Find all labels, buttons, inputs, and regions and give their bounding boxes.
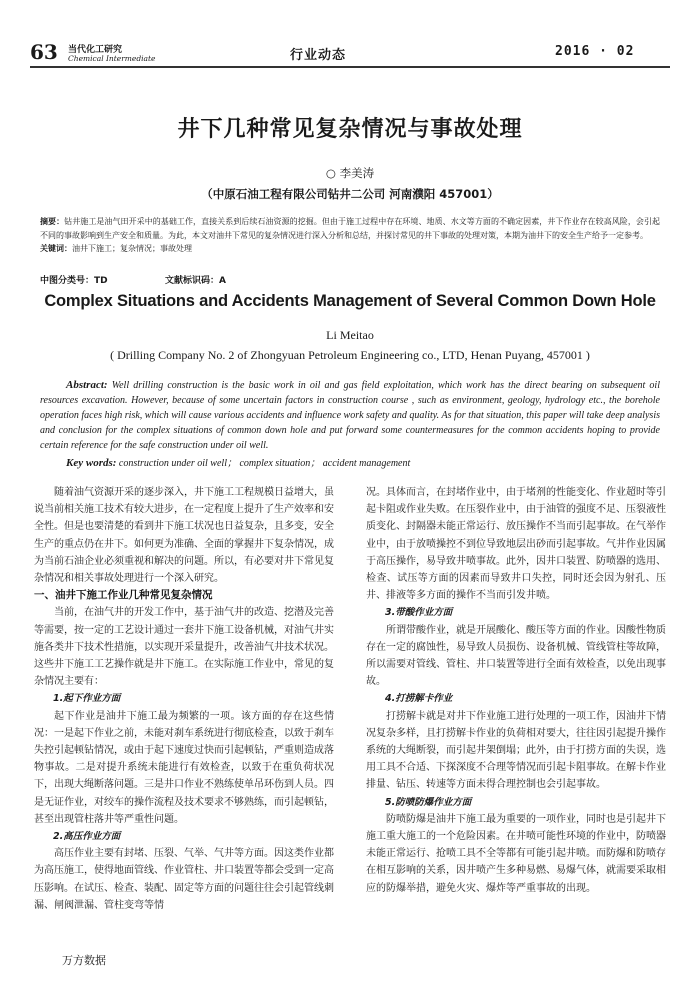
author: ○ 李美涛 — [325, 166, 375, 180]
clc-value: TD — [94, 276, 108, 286]
doc-code-value: A — [219, 276, 226, 286]
watermark: 万方数据 — [62, 954, 106, 967]
author-en: Li Meitao — [326, 328, 374, 342]
paragraph: 防喷防爆是油井下施工最为重要的一项作业，同时也是引起井下施工重大施工的一个危险因素。在井喷可能性环境的作业中，防喷器未能正常运行、抢喷工具不全等都有可能引起井喷。而防爆和防喷存在相互影响的关系，因井喷产生多种易燃、易爆气体，就需要采取相应的防爆举措，避免火灾、爆炸等严重事故的出现。 — [366, 813, 666, 894]
abstract-en — [40, 378, 660, 453]
paragraph: 起下作业是油井下施工最为频繁的一项。该方面的存在这些情况：一是起下作业之前，未能对刹车系统进行彻底检查，以致于刹车失控引起顿钻情况，或由于起下速度过快而引起顿钻，严重则造成落物事故。二是对提升系统未能进行有效检查，以致于在重负荷状况下，出现大绳断落问题。三是井口作业不熟练使单吊环伤到人员。四是无证作业，对绞车的操作流程及技术要求不够熟练，而引起顿钻，甚至出现管柱落井等严重性问题。 — [34, 710, 334, 825]
document-code — [165, 273, 226, 286]
keywords-en — [66, 454, 410, 469]
subsection-heading: 3.带酸作业方面 — [385, 607, 453, 619]
magazine-name: 当代化工研究 — [68, 45, 123, 55]
subsection-heading: 2.高压作业方面 — [53, 831, 121, 843]
abstract-en-text: Well drilling construction is the basic work in oil and gas field exploitation, which work has the direct bearing on subsequent oil resources excavation. However, because of some uncertain factors in construction course , such as environment, geology, hydrology etc., the borehole operation faces high risk, which will cause various accidents and influence work safety and quality. As for that situation, this paper will take deep analysis and conclusion for the complex situations of common down hole and put forward some countermeasures for the common accidents hoping to provide certain reference for the safe construction under oil well. — [40, 380, 660, 451]
subsection-heading: 5.防喷防爆作业方面 — [385, 796, 472, 808]
issue-date: 2016 · 02 — [555, 44, 635, 59]
abstract-zh-text: 钻井施工是油气田开采中的基础工作，直接关系到后续石油资源的挖掘。但由于施工过程中存在环境、地质、水文等方面的不确定因素，井下作业存在较高风险，会引起不同的事故影响到生产安全和质量。为此，本文对油井下常见的复杂情况进行深入分析和总结，并探讨常见的井下事故的处理对策，本期为油井下的安全生产给予一定参考。 — [40, 217, 661, 240]
clc-number — [40, 273, 108, 286]
article-title: 井下几种常见复杂情况与事故处理 — [177, 117, 523, 142]
clc-label: 中图分类号： — [40, 276, 95, 286]
affiliation: （中原石油工程有限公司钻井二公司 河南濮阳 457001） — [201, 187, 499, 201]
subsection-heading: 1.起下作业方面 — [53, 693, 121, 705]
doc-code-label: 文献标识码： — [165, 276, 220, 286]
paragraph: 况。具体而言，在封堵作业中，由于堵剂的性能变化、作业超时等引起卡阻或作业失败。在压裂作业中，由于油管的强度不足、压裂液性质变化、封隔器未能正常运行、放压操作不当而引起事故。在气举作业中，由于放喷操控不到位导致地层出砂而引起事故。气井作业因属于高压操作，易导致井喷事故。此外，因井口装置、防喷器的选用、检查、试压等方面的因素而导致井口失控，同时还会因为射孔、压井、排液等多方面的操作不当而引发井喷。 — [366, 487, 666, 602]
body-right-column — [366, 484, 666, 897]
abstract-en-label: Abstract: — [66, 379, 108, 391]
paragraph: 当前，在油气井的开发工作中，基于油气井的改造、挖潜及完善等需要，按一定的工艺设计通过一套井下施工设备机械，对油气井实施各类井下技术性措施，以实现开采量提升，改善油气井技术状况。这些井下施工工艺操作就是井下施工。在实际施工作业中，常见的复杂情况主要有： — [34, 607, 334, 688]
header-divider — [30, 66, 670, 68]
keywords-zh-text: 油井下施工；复杂情况；事故处理 — [72, 244, 192, 253]
subsection-heading: 4.打捞解卡作业 — [385, 693, 453, 705]
paragraph: 打捞解卡就是对井下作业施工进行处理的一项工作，因油井下情况复杂多样，且打捞解卡作业的负荷相对要大，往往因引起提升操作系统的大绳断裂，而引起井架倒塌；此外，由于打捞方面的失误，选用工具不合适、下探深度不合理等情况而引起卡阻事故。在解卡作业排量、钻压、转速等方面未得合理控制也会引起事故。 — [366, 710, 666, 791]
keywords-zh-label: 关键词： — [40, 244, 72, 253]
magazine-name-en: Chemical Intermediate — [68, 54, 156, 63]
section-heading: 一、油井下施工作业几种常见复杂情况 — [34, 589, 213, 602]
abstract-zh — [40, 215, 660, 256]
paragraph: 随着油气资源开采的逐步深入，井下施工工程规模日益增大，虽说当前相关施工技术有较大进步，在一定程度上提升了生产效率和安全性。但是也要清楚的看到井下施工状况也日益复杂，且多变，安全生产的重点仍在井下。如何更为准确、全面的掌握井下复杂情况，成为当前石油企业必须重视和解决的问题。所以，有必要对井下常见复杂情况和相关事故处理进行一个深入研究。 — [34, 487, 334, 585]
affiliation-en: ( Drilling Company No. 2 of Zhongyuan Petroleum Engineering co., LTD, Henan Puyang, 457001 ) — [110, 348, 590, 362]
abstract-zh-label: 摘要： — [40, 217, 65, 226]
page-number: 63 — [30, 40, 58, 64]
paragraph: 所谓带酸作业，就是开展酸化、酸压等方面的作业。因酸性物质存在一定的腐蚀性，易导致人员损伤、设备机械、管线管柱等故障，所以需要对管线、管柱、井口装置等进行全面有效检查，以免出现事故。 — [366, 624, 666, 688]
paragraph: 高压作业主要有封堵、压裂、气举、气井等方面。因这类作业都为高压施工，使得地面管线、作业管柱、井口装置等都会受到一定高压影响。在试压、检查、装配、固定等方面的问题往往会引起管线刺漏、闸阀泄漏、管柱变弯等情 — [34, 848, 334, 911]
keywords-en-label: Key words: — [66, 457, 117, 469]
section-title: 行业动态 — [290, 48, 347, 63]
body-left-column — [34, 484, 334, 914]
keywords-en-text: construction under oil well； complex situation； accident management — [118, 458, 411, 469]
article-title-en: Complex Situations and Accidents Management of Several Common Down Hole — [44, 292, 656, 310]
